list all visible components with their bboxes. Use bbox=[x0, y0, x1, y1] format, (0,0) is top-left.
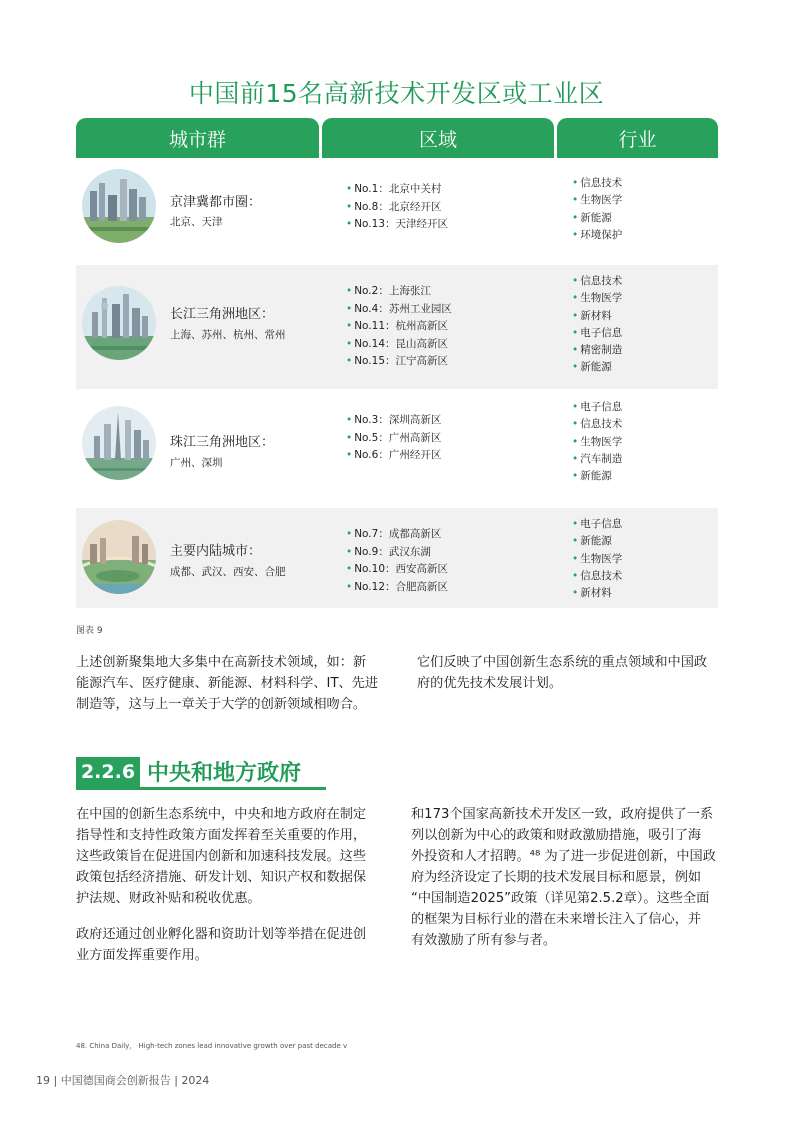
section-title: 中央和地方政府 bbox=[147, 761, 302, 786]
zone-list bbox=[346, 181, 448, 234]
list-item: • 新材料 bbox=[572, 309, 612, 322]
body-paragraph: 它们反映了中国创新生态系统的重点领域和中国政 府的优先技术发展计划。 bbox=[417, 655, 708, 691]
list-item: • 新能源 bbox=[572, 361, 612, 374]
list-item: • 生物医学 bbox=[572, 292, 623, 305]
footnote: 48. China Daily， High-tech zones lead innovative growth over past decade v bbox=[76, 1042, 348, 1050]
list-item: • 信息技术 bbox=[572, 275, 623, 287]
industry-list bbox=[572, 399, 622, 485]
list-item: • 信息技术 bbox=[572, 177, 623, 189]
list-item: • No.13：天津经开区 bbox=[346, 218, 448, 230]
list-item: • 新能源 bbox=[572, 535, 612, 548]
list-item: • 新能源 bbox=[572, 470, 612, 483]
table-row bbox=[76, 389, 718, 496]
table-row bbox=[76, 508, 718, 608]
region-name: 长江三角洲地区： bbox=[170, 307, 275, 322]
list-item: • 生物医学 bbox=[572, 552, 623, 565]
list-item: • No.9：武汉东湖 bbox=[346, 545, 431, 558]
zone-list bbox=[346, 526, 448, 596]
list-item: • No.1：北京中关村 bbox=[346, 183, 442, 195]
region-cities: 上海、苏州、杭州、常州 bbox=[170, 329, 286, 341]
list-item: • 精密制造 bbox=[572, 344, 623, 357]
table-row bbox=[76, 265, 718, 389]
city-skyline-image bbox=[82, 520, 156, 594]
city-skyline-image bbox=[82, 286, 156, 360]
city-skyline-image bbox=[82, 169, 156, 243]
list-item: • No.8：北京经开区 bbox=[346, 200, 442, 213]
page-footer: 19 | 中国德国商会创新报告 | 2024 bbox=[36, 1074, 210, 1087]
industry-list bbox=[572, 516, 622, 602]
table-row bbox=[76, 158, 718, 265]
section-number: 2.2.6 bbox=[76, 757, 140, 787]
list-item: • No.10：西安高新区 bbox=[346, 563, 448, 575]
region-name: 京津冀都市圈： bbox=[170, 195, 262, 210]
figure-caption: 图表 9 bbox=[76, 626, 103, 636]
list-item: • No.11：杭州高新区 bbox=[346, 320, 448, 332]
zone-list bbox=[346, 412, 441, 465]
list-item: • 电子信息 bbox=[572, 326, 623, 339]
list-item: • 新能源 bbox=[572, 211, 612, 224]
city-skyline-image bbox=[82, 406, 156, 480]
list-item: • 生物医学 bbox=[572, 194, 623, 207]
body-paragraph: 政府还通过创业孵化器和资助计划等举措在促进创 业方面发挥重要作用。 bbox=[76, 927, 367, 963]
list-item: • No.15：江宁高新区 bbox=[346, 355, 448, 367]
list-item: • 新材料 bbox=[572, 587, 612, 600]
header-city-cluster: 城市群 bbox=[76, 118, 319, 158]
list-item: • 信息技术 bbox=[572, 418, 623, 431]
section-underline bbox=[76, 787, 326, 790]
list-item: • No.2：上海张江 bbox=[346, 285, 431, 297]
body-paragraph: 和173个国家高新技术开发区一致，政府提供了一系 列以创新为中心的政策和财政激励措施，吸引了海 外投资和人才招聘。⁴⁸ 为了进一步促进创新，中国政 府为经济设定了长期的技术发展目标和愿景，例如 “中国制造2025”政策（详见第2.5.2章）。这些全面 的框架为目标行业的潜在未来增长注入了信心，并 有效激励了所有参与者。 bbox=[411, 807, 716, 948]
list-item: • No.12：合肥高新区 bbox=[346, 580, 448, 593]
list-item: • No.5：广州高新区 bbox=[346, 431, 442, 444]
list-item: • No.6：广州经开区 bbox=[346, 449, 442, 461]
list-item: • 电子信息 bbox=[572, 518, 623, 530]
list-item: • No.3：深圳高新区 bbox=[346, 414, 442, 426]
industry-list bbox=[572, 175, 622, 244]
region-cities: 广州、深圳 bbox=[170, 457, 223, 469]
region-name: 主要内陆城市： bbox=[170, 544, 262, 559]
list-item: • 环境保护 bbox=[572, 228, 623, 241]
list-item: • No.4：苏州工业园区 bbox=[346, 302, 452, 315]
region-cities: 北京、天津 bbox=[170, 216, 223, 228]
list-item: • 信息技术 bbox=[572, 569, 623, 582]
list-item: • 生物医学 bbox=[572, 435, 623, 448]
list-item: • 电子信息 bbox=[572, 401, 623, 413]
region-cities: 成都、武汉、西安、合肥 bbox=[170, 566, 286, 578]
region-name: 珠江三角洲地区： bbox=[170, 435, 275, 450]
body-paragraph: 上述创新聚集地大多集中在高新技术领域，如：新 能源汽车、医疗健康、新能源、材料科学、IT、先进 制造等，这与上一章关于大学的创新领域相吻合。 bbox=[76, 655, 379, 712]
page-title: 中国前15名高新技术开发区或工业区 bbox=[188, 79, 605, 108]
list-item: • 汽车制造 bbox=[572, 452, 623, 465]
header-zone: 区域 bbox=[322, 118, 554, 158]
header-industry: 行业 bbox=[557, 118, 718, 158]
industry-list bbox=[572, 273, 622, 377]
body-paragraph: 在中国的创新生态系统中，中央和地方政府在制定 指导性和支持性政策方面发挥着至关重要的作用， 这些政策旨在促进国内创新和加速科技发展。这些 政策包括经济措施、研发计划、知识产权和数据保 护法规、财政补贴和税收优惠。 bbox=[76, 807, 367, 906]
list-item: • No.14：昆山高新区 bbox=[346, 337, 448, 350]
zone-list bbox=[346, 283, 452, 371]
list-item: • No.7：成都高新区 bbox=[346, 528, 442, 540]
